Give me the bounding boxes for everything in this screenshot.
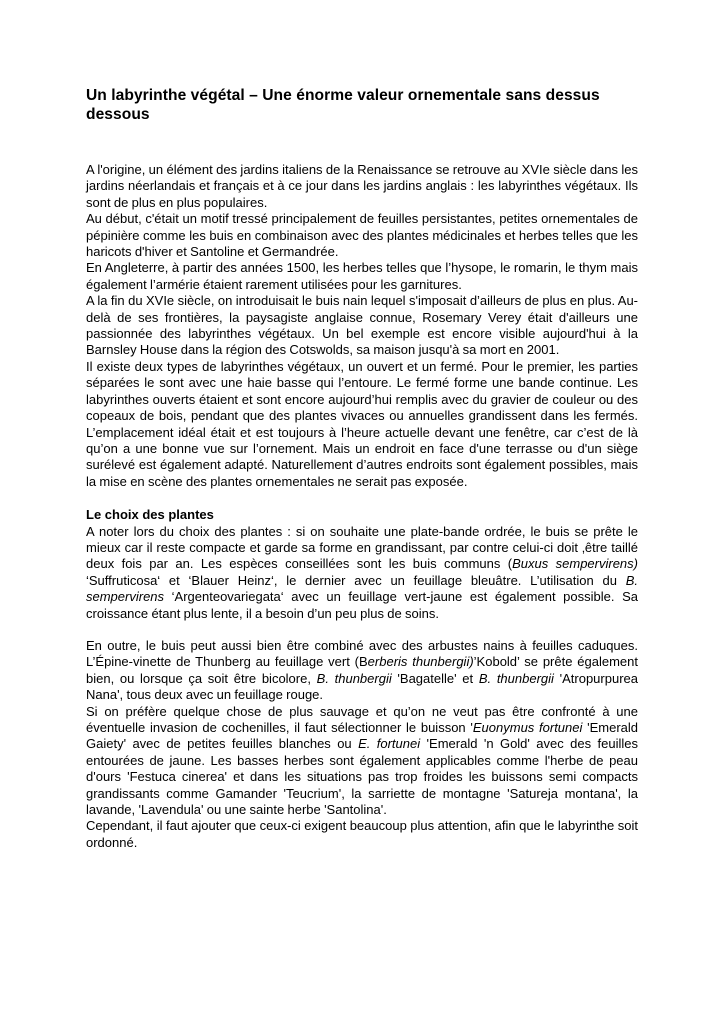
latin-name: erberis thunbergii) xyxy=(367,654,474,670)
text-run: ‘Argenteovariegata‘ avec un feuillage vert-jaune est également possible. Sa croissance étant plus lente, il a besoin d’un peu plus de soins. xyxy=(86,589,638,621)
latin-name: Buxus sempervirens) xyxy=(512,556,638,572)
text-run: A noter lors du choix des plantes : si on souhaite une plate-bande ordrée, le buis se prête le mieux car il reste compacte et garde sa forme en grandissant, par contre celui-ci doit ‚être taillé deux fois par an. Les espèces conseillées sont les buis communs ( xyxy=(86,523,638,572)
shrubs-paragraph xyxy=(86,638,638,704)
latin-name: B. sempervirens xyxy=(86,572,638,605)
closing-paragraph: Cependant, il faut ajouter que ceux-ci exigent beaucoup plus attention, afin que le labyrinthe soit ordonné. xyxy=(86,818,638,850)
text-run: ’Kobold’ se prête également bien, ou lorsque ça soit être bicolore, xyxy=(86,654,638,686)
intro-paragraph-4: A la fin du XVIe siècle, on introduisait le buis nain lequel s'imposait d’ailleurs de plus en plus. Au-delà de ses frontières, la paysagiste anglaise connue, Rosemary Verey était d'ailleurs une passionnée des labyrinthes végétaux. Un bel exemple est encore visible aujourd'hui à la Barnsley House dans la région des Cotswolds, sa maison jusqu'à sa mort en 2001. xyxy=(86,293,638,358)
intro-paragraph-3: En Angleterre, à partir des années 1500, les herbes telles que l’hysope, le romarin, le thym mais également l’armérie étaient rarement utilisées pour les garnitures. xyxy=(86,260,638,292)
section-heading: Le choix des plantes xyxy=(86,507,214,523)
intro-paragraph-5: Il existe deux types de labyrinthes végétaux, un ouvert et un fermé. Pour le premier, les parties séparées le sont avec une haie basse qui l’entoure. Le fermé forme une bande continue. Les labyrinthes ouverts étaient et sont encore aujourd’hui remplis avec du gravier de couleur ou des copeaux de bois, pendant que des plantes vivaces ou annuelles grandissent dans les fermés. L’emplacement idéal était et est toujours à l’heure actuelle devant une fenêtre, car c’est de là qu’on a une bonne vue sur l’ornement. Mais un endroit en face d'une terrasse ou d'un siège surélevé est également adapté. Naturellement d’autres endroits sont également possibles, mais la mise en scène des plantes ornementales ne serait pas exposée. xyxy=(86,358,638,489)
text-run: 'Atropurpurea Nana', tous deux avec un feuillage rouge. xyxy=(86,670,638,703)
wild-plants-paragraph xyxy=(86,704,638,819)
text-run: 'Emerald 'n Gold' avec des feuilles entourées de jaune. Les basses herbes sont également applicables comme l'herbe de peau d'ours 'Festuca cinerea' et dans les situations pas trop froides les buissons semi compacts grandissants comme Gamander 'Teucrium', la sarriette de montagne 'Satureja montana', la lavande, 'Lavendula' ou une sainte herbe 'Santolina'. xyxy=(86,736,638,818)
intro-paragraph-1: A l'origine, un élément des jardins italiens de la Renaissance se retrouve au XVIe siècle dans les jardins néerlandais et français et à ce jour dans les jardins anglais : les labyrinthes végétaux. Ils sont de plus en plus populaires. xyxy=(86,162,638,210)
latin-name: E. fortunei xyxy=(358,736,421,752)
latin-name: B. thunbergii xyxy=(478,670,554,686)
paragraph-spacer xyxy=(86,622,638,638)
text-run: 'Emerald Gaiety' avec de petites feuilles blanches ou xyxy=(86,720,639,752)
text-run: Si on préfère quelque chose de plus sauvage et qu’on ne veut pas être confronté à une éventuelle invasion de cochenilles, il faut sélectionner le buisson ' xyxy=(86,703,638,735)
text-run: En outre, le buis peut aussi bien être combiné avec des arbustes nains à feuilles caduques. L’Épine-vinette de Thunberg au feuillage vert (B xyxy=(86,637,638,670)
text-run: ‘Suffruticosa‘ et ‘Blauer Heinz‘, le dernier avec un feuillage bleuâtre. L’utilisation du xyxy=(86,572,626,588)
document-title: Un labyrinthe végétal – Une énorme valeur ornementale sans dessus dessous xyxy=(86,87,600,123)
document-page xyxy=(86,86,638,851)
text-run: 'Bagatelle' et xyxy=(391,670,479,686)
intro-paragraph-2: Au début, c'était un motif tressé principalement de feuilles persistantes, petites ornementales de pépinière comme les buis en combinaison avec des plantes médicinales et herbes telles que les haricots d'hiver et Santoline et Germandrée. xyxy=(86,211,638,260)
plant-choice-paragraph xyxy=(86,524,638,622)
latin-name: B. thunbergii xyxy=(316,670,392,686)
latin-name: Euonymus fortunei xyxy=(472,720,583,735)
